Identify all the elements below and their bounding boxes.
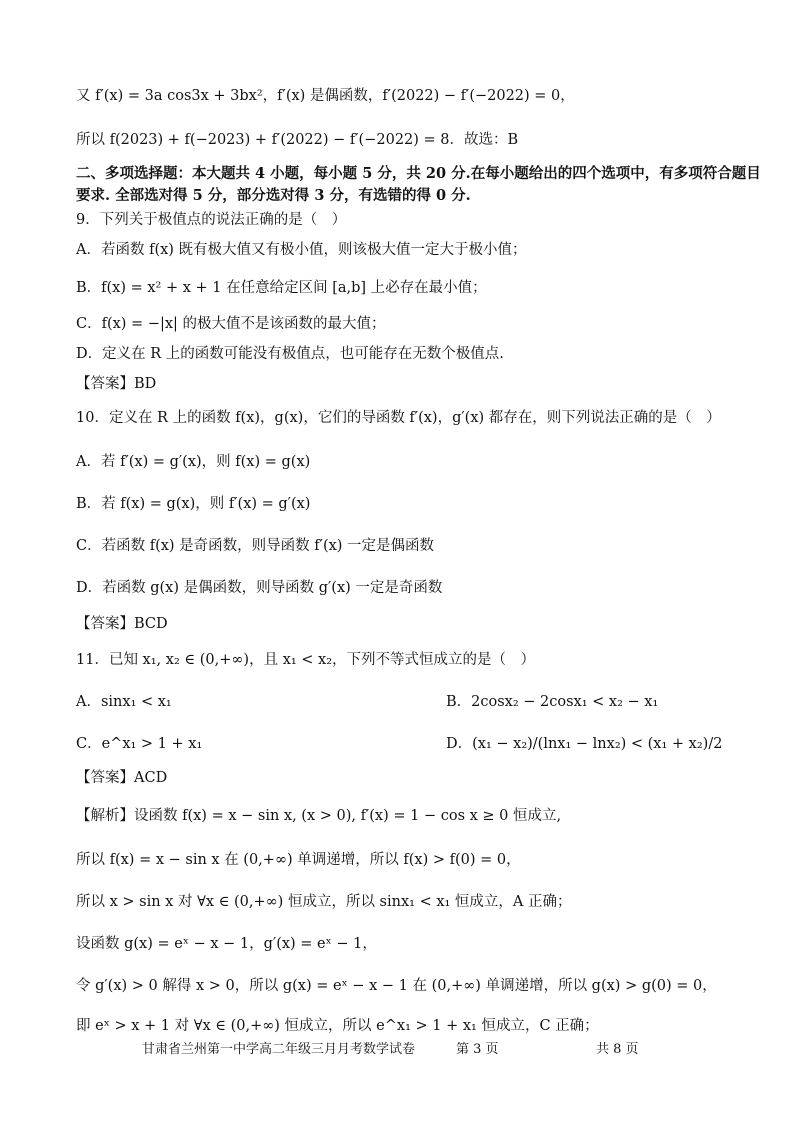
answer-text: 【答案】BD	[76, 376, 157, 392]
option-text: B．f(x) = x² + x + 1 在任意给定区间 [a,b] 上必存在最小值；	[76, 280, 487, 296]
option-row	[76, 734, 754, 754]
explanation-line: 令 g′(x) > 0 解得 x > 0，所以 g(x) = eˣ − x − 1 在 (0,+∞) 单调递增，所以 g(x) > g(0) = 0，	[76, 978, 717, 994]
explanation-line: 【解析】设函数 f(x) = x − sin x, (x > 0), f′(x) = 1 − cos x ≥ 0 恒成立,	[76, 808, 562, 824]
explanation-line: 设函数 g(x) = eˣ − x − 1，g′(x) = eˣ − 1，	[76, 936, 377, 952]
section-heading: 要求. 全部选对得 5 分，部分选对得 3 分，有选错的得 0 分.	[76, 187, 471, 204]
question-10: 10．定义在 R 上的函数 f(x)，g(x)，它们的导函数 f′(x)，g′(x) 都存在，则下列说法正确的是（ ）	[76, 410, 721, 426]
text-line: 又 f′(x) = 3a cos3x + 3bx²，f′(x) 是偶函数，f′(2022) − f′(−2022) = 0，	[76, 88, 575, 104]
option-text: D．定义在 R 上的函数可能没有极值点，也可能存在无数个极值点.	[76, 346, 504, 362]
option-text: A．sinx₁ < x₁	[76, 694, 172, 710]
answer-text: 【答案】BCD	[76, 616, 168, 632]
option-text: A．若函数 f(x) 既有极大值又有极小值，则该极大值一定大于极小值；	[76, 242, 527, 258]
option-row	[76, 692, 754, 712]
explanation-line: 即 eˣ > x + 1 对 ∀x ∈ (0,+∞) 恒成立，所以 e^x₁ > 1 + x₁ 恒成立，C 正确；	[76, 1018, 599, 1034]
option-text: D．若函数 g(x) 是偶函数，则导函数 g′(x) 一定是奇函数	[76, 580, 443, 596]
footer-school: 甘肃省兰州第一中学高二年级三月月考数学试卷	[142, 1042, 416, 1057]
option-text: B．2cosx₂ − 2cosx₁ < x₂ − x₁	[446, 694, 659, 710]
footer-page: 第 3 页	[456, 1042, 499, 1057]
question-11: 11．已知 x₁, x₂ ∈ (0,+∞)，且 x₁ < x₂，下列不等式恒成立的是（ ）	[76, 652, 536, 668]
option-text: B．若 f(x) = g(x)，则 f′(x) = g′(x)	[76, 496, 311, 512]
section-heading: 二、多项选择题：本大题共 4 小题，每小题 5 分，共 20 分.在每小题给出的四个选项中，有多项符合题目	[76, 165, 761, 182]
option-text: A．若 f′(x) = g′(x)，则 f(x) = g(x)	[76, 454, 311, 470]
option-text: D．(x₁ − x₂)/(lnx₁ − lnx₂) < (x₁ + x₂)/2	[446, 736, 723, 752]
footer-total: 共 8 页	[596, 1042, 639, 1057]
explanation-line: 所以 f(x) = x − sin x 在 (0,+∞) 单调递增，所以 f(x) > f(0) = 0，	[76, 852, 521, 868]
answer-text: 【答案】ACD	[76, 770, 168, 786]
text-line: 所以 f(2023) + f(−2023) + f′(2022) − f′(−2022) = 8．故选：B	[76, 132, 519, 148]
option-text: C．e^x₁ > 1 + x₁	[76, 736, 203, 752]
question-9: 9．下列关于极值点的说法正确的是（ ）	[76, 212, 347, 228]
explanation-line: 所以 x > sin x 对 ∀x ∈ (0,+∞) 恒成立，所以 sinx₁ < x₁ 恒成立，A 正确；	[76, 894, 572, 910]
option-text: C．f(x) = −|x| 的极大值不是该函数的最大值；	[76, 316, 386, 332]
option-text: C．若函数 f(x) 是奇函数，则导函数 f′(x) 一定是偶函数	[76, 538, 435, 554]
